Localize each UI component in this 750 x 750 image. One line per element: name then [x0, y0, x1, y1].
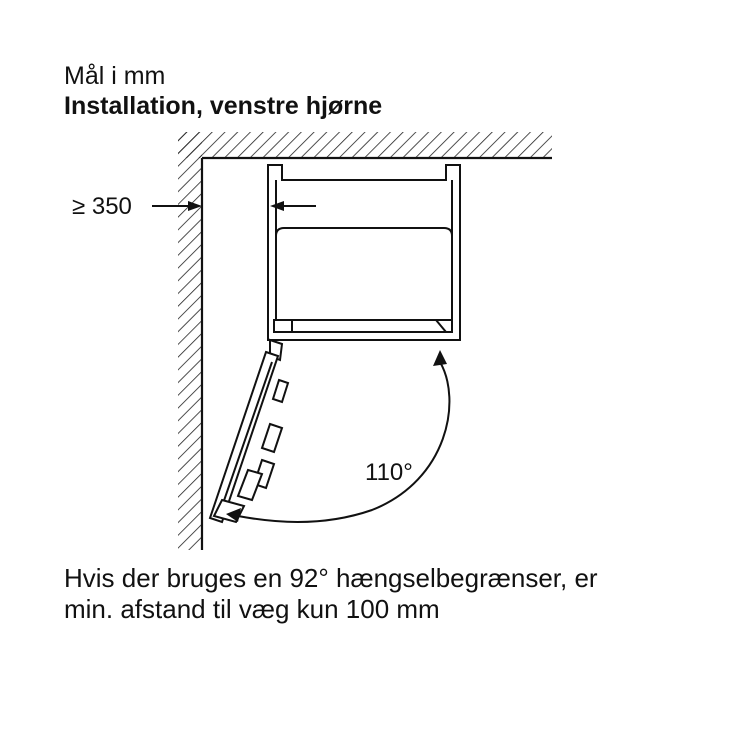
distance-dimension — [152, 201, 316, 211]
min-distance-label: ≥ 350 — [72, 193, 132, 220]
opening-angle-label: 110° — [365, 459, 413, 486]
units-label: Mål i mm — [64, 62, 166, 90]
appliance-body — [268, 165, 460, 340]
note-line-2: min. afstand til væg kun 100 mm — [64, 594, 440, 624]
note-line-1: Hvis der bruges en 92° hængselbegrænser, er — [64, 563, 598, 593]
diagram-title: Installation, venstre hjørne — [64, 92, 383, 120]
open-door — [210, 340, 288, 522]
